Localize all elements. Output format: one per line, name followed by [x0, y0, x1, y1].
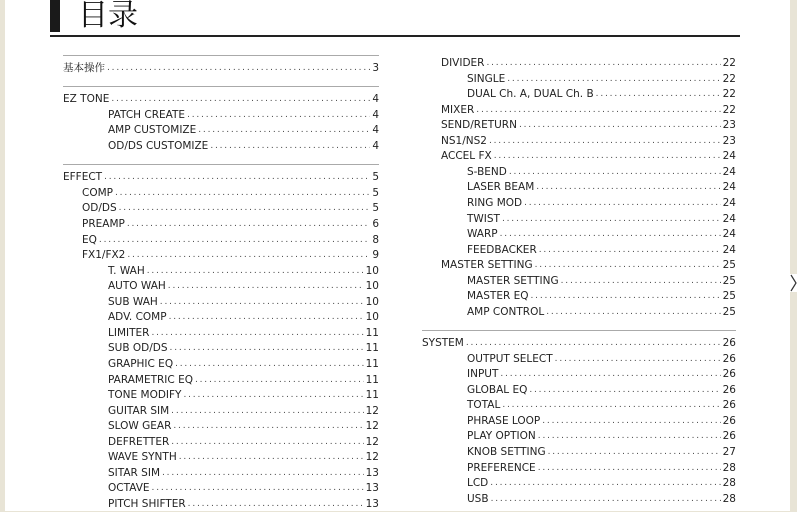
toc-entry-label: DIVIDER [441, 57, 485, 69]
toc-leader-dots [536, 180, 720, 195]
toc-entry[interactable] [467, 87, 736, 102]
toc-page-number: 22 [722, 57, 736, 69]
toc-leader-dots [542, 414, 720, 429]
toc-leader-dots [535, 258, 721, 273]
toc-page-number: 27 [722, 446, 736, 458]
toc-entry-label: ADV. COMP [108, 311, 167, 324]
toc-entry-label: PLAY OPTION [467, 430, 536, 443]
toc-page-number: 23 [722, 134, 736, 147]
toc-entry[interactable] [108, 466, 379, 481]
toc-leader-dots [111, 92, 370, 107]
toc-entry[interactable] [467, 429, 736, 444]
toc-page-number: 4 [372, 140, 379, 152]
toc-page-number: 26 [722, 414, 736, 427]
toc-entry[interactable] [467, 72, 736, 87]
toc-leader-dots [179, 450, 364, 465]
toc-page-number: 4 [372, 108, 379, 121]
toc-entry[interactable] [82, 248, 379, 263]
toc-page-number: 24 [722, 150, 736, 163]
toc-page-number: 24 [722, 243, 736, 256]
toc-leader-dots [160, 295, 364, 310]
toc-entry[interactable] [63, 61, 379, 76]
toc-entry[interactable] [467, 476, 736, 491]
toc-entry-label: ACCEL FX [441, 150, 492, 163]
toc-page-number: 24 [722, 181, 736, 194]
toc-entry-label: SYSTEM [422, 337, 464, 350]
toc-leader-dots [171, 435, 363, 450]
toc-leader-dots [168, 279, 364, 294]
toc-page-number: 12 [365, 435, 379, 448]
toc-leader-dots [507, 72, 720, 87]
toc-page-number: 9 [372, 249, 379, 262]
toc-entry-label: TONE MODIFY [108, 389, 182, 402]
toc-page-number: 13 [365, 482, 379, 495]
section-divider [63, 55, 379, 56]
toc-entry[interactable] [467, 274, 736, 289]
toc-entry-label: WARP [467, 228, 498, 241]
toc-entry[interactable] [63, 92, 379, 107]
toc-entry[interactable] [82, 201, 379, 216]
toc-page-number: 24 [722, 228, 736, 241]
toc-entry-label: FEEDBACKER [467, 243, 537, 256]
title-marker-bar [50, 0, 60, 32]
toc-entry[interactable] [467, 212, 736, 227]
toc-page-number: 13 [365, 497, 379, 510]
toc-leader-dots [170, 341, 364, 356]
toc-entry[interactable] [108, 310, 379, 325]
toc-leader-dots [187, 108, 370, 123]
toc-entry[interactable] [441, 134, 736, 149]
toc-entry[interactable] [108, 388, 379, 403]
toc-page-number: 4 [372, 124, 379, 137]
toc-entry-label: PHRASE LOOP [467, 414, 541, 427]
toc-entry[interactable] [108, 419, 379, 434]
toc-leader-dots [502, 212, 721, 227]
toc-entry-label: EFFECT [63, 171, 103, 184]
toc-leader-dots [546, 305, 720, 320]
toc-page-number: 3 [372, 62, 379, 74]
toc-page-number: 10 [365, 264, 379, 277]
toc-entry-label: AMP CUSTOMIZE [108, 124, 197, 137]
toc-leader-dots [169, 310, 364, 325]
toc-entry-label: GRAPHIC EQ [108, 357, 174, 370]
toc-entry[interactable] [82, 217, 379, 232]
toc-leader-dots [548, 445, 721, 460]
toc-leader-dots [188, 497, 364, 512]
toc-page-number: 24 [722, 165, 736, 178]
toc-entry-label: AMP CONTROL [467, 305, 545, 318]
toc-leader-dots [494, 149, 721, 164]
toc-leader-dots [183, 388, 363, 403]
toc-entry[interactable] [108, 450, 379, 465]
toc-entry[interactable] [441, 258, 736, 273]
toc-leader-dots [538, 429, 721, 444]
toc-page-number: 6 [372, 218, 379, 230]
toc-entry-label: SUB OD/DS [108, 342, 168, 355]
toc-entry[interactable] [108, 139, 379, 154]
toc-entry[interactable] [108, 326, 379, 341]
toc-entry[interactable] [108, 279, 379, 294]
toc-entry[interactable] [467, 383, 736, 398]
toc-leader-dots [524, 196, 720, 211]
toc-entry[interactable] [467, 414, 736, 429]
section-divider [63, 86, 379, 87]
toc-page-number: 26 [722, 399, 736, 412]
toc-leader-dots [500, 367, 720, 382]
toc-page-number: 12 [365, 451, 379, 464]
toc-page-number: 24 [722, 212, 736, 225]
toc-leader-dots [115, 186, 370, 201]
toc-leader-dots [538, 461, 721, 476]
toc-leader-dots [509, 165, 721, 180]
toc-page-number: 12 [365, 420, 379, 433]
toc-page-number: 11 [365, 357, 379, 370]
toc-entry-label: OCTAVE [108, 482, 150, 495]
toc-leader-dots [476, 103, 720, 118]
toc-page-number: 11 [365, 342, 379, 355]
toc-page-number: 25 [722, 274, 736, 287]
toc-leader-dots [489, 134, 721, 149]
toc-page-number: 11 [365, 326, 379, 339]
toc-leader-dots [198, 123, 370, 138]
title-divider [50, 35, 740, 37]
toc-entry-label: LIMITER [108, 326, 150, 339]
toc-page-number: 25 [722, 305, 736, 318]
toc-leader-dots [466, 336, 721, 351]
toc-entry-label: SITAR SIM [108, 466, 160, 479]
toc-page-number: 5 [372, 186, 379, 199]
toc-page-number: 10 [365, 311, 379, 324]
toc-leader-dots [490, 476, 720, 491]
toc-page-number: 8 [372, 233, 379, 246]
toc-entry-label: RING MOD [467, 196, 523, 209]
toc-page-number: 5 [372, 202, 379, 215]
chevron-right-icon[interactable] [790, 274, 797, 292]
toc-entry-label: OUTPUT SELECT [467, 352, 553, 365]
toc-page-number: 26 [722, 430, 736, 443]
toc-entry-label: PREFERENCE [467, 461, 536, 474]
toc-page-number: 11 [365, 373, 379, 386]
toc-entry-label: COMP [82, 186, 113, 199]
toc-entry[interactable] [108, 341, 379, 356]
toc-entry-label: 基本操作 [63, 62, 105, 74]
section-divider [63, 164, 379, 165]
toc-entry[interactable] [441, 149, 736, 164]
toc-leader-dots [210, 139, 370, 154]
toc-leader-dots [486, 56, 720, 71]
toc-entry[interactable] [82, 186, 379, 201]
toc-leader-dots [104, 170, 370, 185]
toc-page-number: 23 [722, 119, 736, 132]
toc-page-number: 11 [365, 389, 379, 402]
toc-entry[interactable] [467, 243, 736, 258]
toc-entry-label: SINGLE [467, 72, 506, 85]
toc-entry[interactable] [441, 56, 736, 71]
toc-page-number: 25 [722, 259, 736, 272]
toc-entry[interactable] [467, 227, 736, 242]
toc-entry-label: PITCH SHIFTER [108, 497, 186, 510]
toc-entry-label: PARAMETRIC EQ [108, 373, 193, 386]
toc-page-number: 5 [372, 171, 379, 184]
toc-leader-dots [107, 61, 370, 76]
toc-entry[interactable] [108, 435, 379, 450]
toc-leader-dots [162, 466, 364, 481]
toc-leader-dots [502, 398, 720, 413]
toc-entry-label: DEFRETTER [108, 435, 170, 448]
toc-leader-dots [561, 274, 721, 289]
toc-entry[interactable] [467, 461, 736, 476]
toc-entry-label: KNOB SETTING [467, 446, 546, 458]
toc-entry-label: LCD [467, 477, 489, 490]
toc-entry[interactable] [467, 492, 736, 507]
toc-leader-dots [500, 227, 721, 242]
toc-page-number: 10 [365, 295, 379, 308]
toc-entry-label: OD/DS CUSTOMIZE [108, 140, 209, 152]
toc-entry[interactable] [467, 352, 736, 367]
toc-entry[interactable] [467, 367, 736, 382]
toc-leader-dots [171, 404, 363, 419]
toc-entry[interactable] [108, 264, 379, 279]
toc-entry-label: AUTO WAH [108, 280, 166, 293]
toc-entry[interactable] [467, 398, 736, 413]
toc-leader-dots [195, 373, 364, 388]
toc-entry-label: WAVE SYNTH [108, 451, 177, 464]
toc-leader-dots [152, 481, 364, 496]
toc-page-number: 22 [722, 103, 736, 116]
toc-entry[interactable] [441, 118, 736, 133]
toc-entry-label: USB [467, 492, 489, 505]
toc-entry-label: EQ [82, 233, 97, 246]
toc-page-number: 22 [722, 88, 736, 101]
toc-entry-label: T. WAH [108, 264, 145, 277]
toc-leader-dots [151, 326, 363, 341]
toc-leader-dots [127, 217, 370, 232]
toc-page-number: 28 [722, 461, 736, 474]
toc-leader-dots [147, 264, 364, 279]
toc-page-number: 26 [722, 368, 736, 381]
section-divider [422, 330, 736, 331]
toc-page-number: 28 [722, 477, 736, 490]
toc-page-number: 28 [722, 492, 736, 505]
toc-entry[interactable] [108, 123, 379, 138]
toc-entry-label: MASTER EQ [467, 290, 529, 303]
toc-leader-dots [127, 248, 370, 263]
toc-entry-label: LASER BEAM [467, 181, 535, 194]
toc-entry[interactable] [108, 108, 379, 123]
toc-page-number: 26 [722, 337, 736, 350]
toc-entry[interactable] [467, 196, 736, 211]
toc-entry[interactable] [467, 165, 736, 180]
toc-leader-dots [99, 233, 370, 248]
document-page [5, 0, 790, 511]
toc-entry[interactable] [467, 289, 736, 304]
toc-entry[interactable] [82, 233, 379, 248]
toc-page-number: 10 [365, 280, 379, 293]
toc-entry-label: GLOBAL EQ [467, 383, 528, 396]
toc-entry[interactable] [467, 305, 736, 320]
toc-entry-label: TWIST [467, 212, 500, 225]
toc-page-number: 12 [365, 404, 379, 417]
toc-entry[interactable] [467, 445, 736, 460]
toc-entry[interactable] [108, 481, 379, 496]
toc-entry-label: SEND/RETURN [441, 119, 517, 132]
toc-leader-dots [491, 492, 721, 507]
toc-entry-label: MIXER [441, 103, 475, 116]
toc-entry-label: GUITAR SIM [108, 404, 170, 417]
toc-entry-label: SUB WAH [108, 295, 158, 308]
toc-entry-label: TOTAL [467, 399, 501, 412]
toc-entry-label: OD/DS [82, 202, 117, 215]
toc-leader-dots [531, 289, 721, 304]
toc-entry-label: DUAL Ch. A, DUAL Ch. B [467, 88, 594, 101]
toc-entry-label: SLOW GEAR [108, 420, 172, 433]
toc-leader-dots [175, 357, 364, 372]
toc-page-number: 22 [722, 72, 736, 85]
toc-leader-dots [555, 352, 721, 367]
toc-entry-label: NS1/NS2 [441, 134, 487, 147]
toc-entry[interactable] [108, 404, 379, 419]
toc-entry[interactable] [467, 180, 736, 195]
toc-page-number: 4 [372, 93, 379, 106]
toc-page-number: 26 [722, 383, 736, 396]
toc-entry-label: MASTER SETTING [467, 274, 559, 287]
toc-entry-label: FX1/FX2 [82, 249, 126, 262]
toc-entry-label: EZ TONE [63, 93, 110, 106]
toc-entry[interactable] [108, 295, 379, 310]
toc-leader-dots [596, 87, 721, 102]
toc-leader-dots [519, 118, 721, 133]
toc-entry-label: INPUT [467, 368, 499, 381]
page-title: 目录 [78, 0, 138, 33]
toc-entry[interactable] [441, 103, 736, 118]
toc-page-number: 24 [722, 196, 736, 209]
toc-page-number: 26 [722, 352, 736, 365]
toc-leader-dots [119, 201, 371, 216]
toc-entry-label: PREAMP [82, 218, 125, 230]
toc-entry[interactable] [63, 170, 379, 185]
toc-page-number: 25 [722, 290, 736, 303]
toc-entry-label: S-BEND [467, 165, 507, 178]
toc-leader-dots [529, 383, 720, 398]
toc-entry-label: MASTER SETTING [441, 259, 533, 272]
toc-entry[interactable] [422, 336, 736, 351]
toc-leader-dots [173, 419, 363, 434]
toc-entry[interactable] [108, 357, 379, 372]
toc-page-number: 13 [365, 466, 379, 479]
toc-entry[interactable] [108, 373, 379, 388]
toc-entry[interactable] [108, 497, 379, 512]
toc-leader-dots [539, 243, 721, 258]
toc-entry-label: PATCH CREATE [108, 108, 186, 121]
